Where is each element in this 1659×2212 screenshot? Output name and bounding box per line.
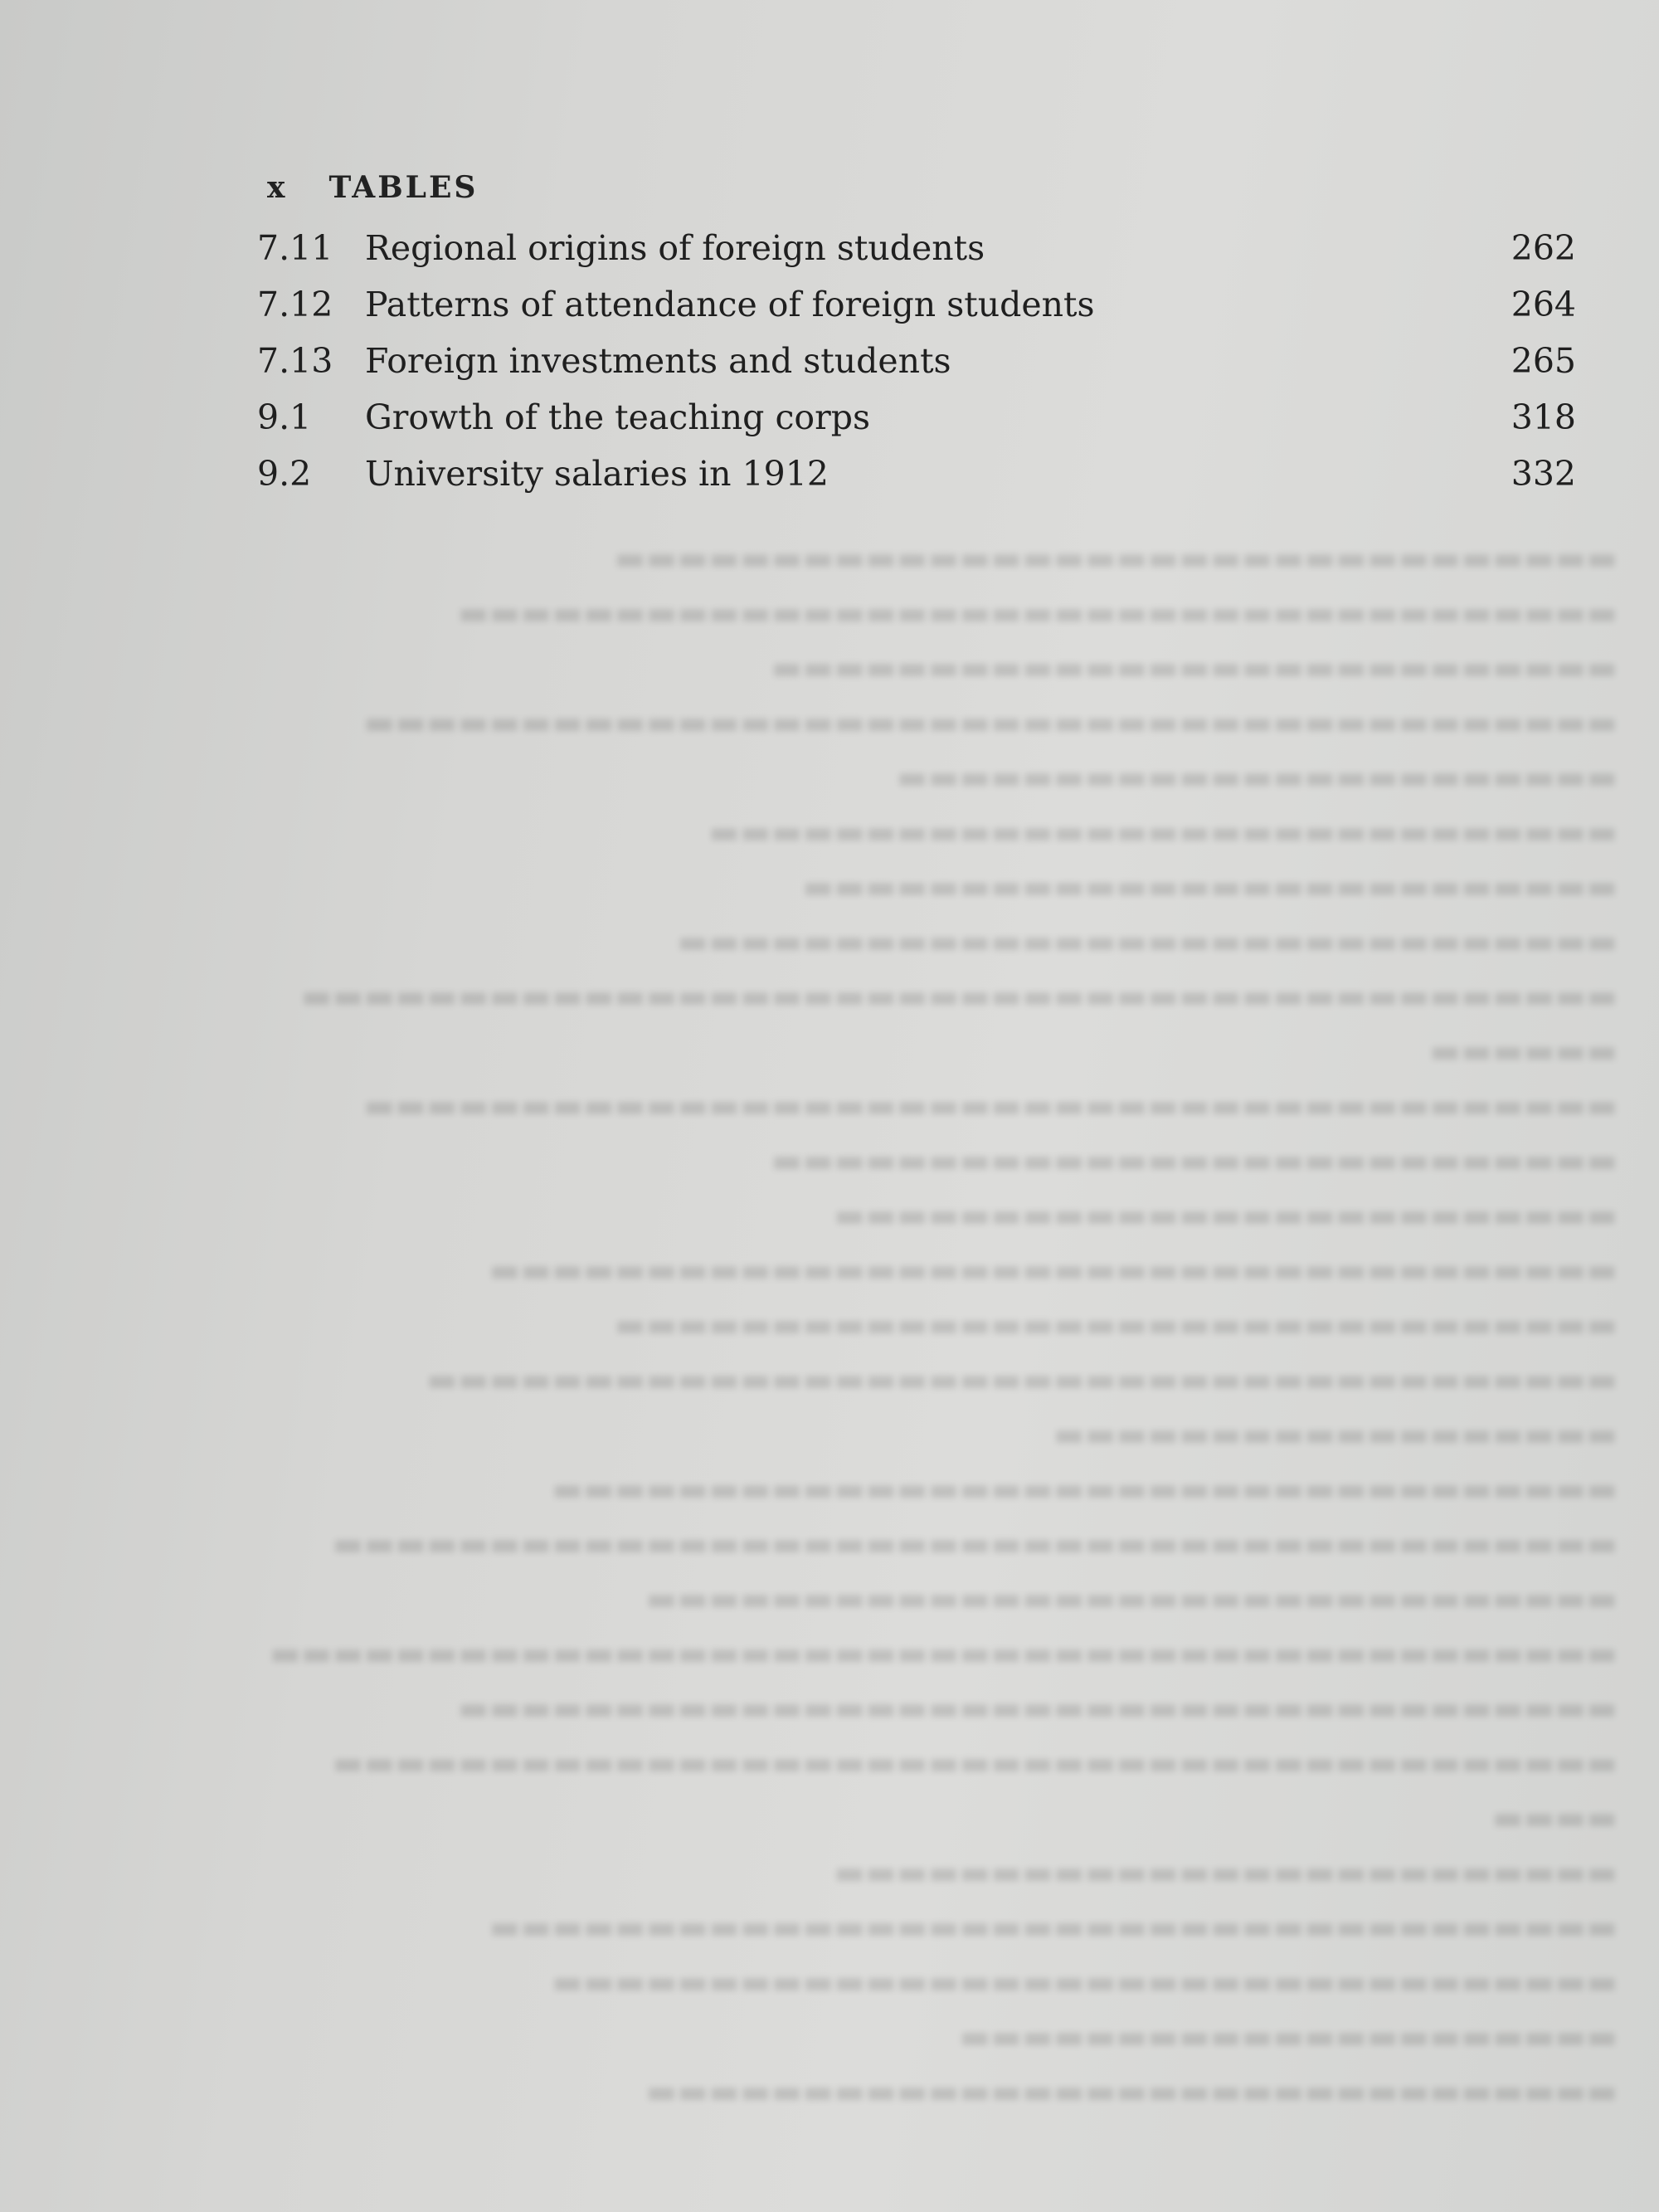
table-entry bbox=[257, 276, 1576, 333]
table-title: Regional origins of foreign students bbox=[365, 228, 985, 268]
table-entry bbox=[257, 389, 1576, 446]
section-heading: TABLES bbox=[328, 170, 479, 205]
table-number: 9.2 bbox=[257, 454, 312, 494]
table-title: Foreign investments and students bbox=[365, 341, 951, 381]
page-number: 318 bbox=[1511, 397, 1576, 437]
table-number: 7.12 bbox=[257, 285, 333, 324]
page-number: 262 bbox=[1511, 228, 1576, 268]
table-title: Patterns of attendance of foreign students bbox=[365, 285, 1095, 324]
page-number: 332 bbox=[1511, 454, 1576, 494]
table-entry bbox=[257, 220, 1576, 276]
table-title: Growth of the teaching corps bbox=[365, 397, 870, 437]
table-list bbox=[257, 220, 1576, 502]
page-number: 264 bbox=[1511, 285, 1576, 324]
running-head bbox=[267, 170, 478, 205]
page-folio: x bbox=[267, 170, 288, 205]
bleed-through-text: ▬▬▬▬▬▬▬▬▬▬▬▬▬▬▬▬▬▬▬▬▬▬▬▬▬▬▬▬▬▬▬▬ ▬▬▬▬▬▬▬▬▬▬▬▬▬▬▬▬▬▬▬▬▬▬▬▬▬▬▬▬▬▬▬▬▬▬▬▬▬ ▬▬▬▬▬▬▬▬▬▬▬▬▬▬▬▬▬▬▬▬▬▬▬▬▬▬▬ ▬▬▬▬▬▬▬▬▬▬▬▬▬▬▬▬▬▬▬▬▬▬▬▬▬▬▬▬▬▬▬▬▬▬▬▬▬▬▬▬ ▬▬▬▬▬▬▬▬▬▬▬▬▬▬▬▬▬▬▬▬▬▬▬ ▬▬▬▬▬▬▬▬▬▬▬▬▬▬▬▬▬▬▬▬▬▬▬▬▬▬▬▬▬ ▬▬▬▬▬▬▬▬▬▬▬▬▬▬▬▬▬▬▬▬▬▬▬▬▬▬ ▬▬▬▬▬▬▬▬▬▬▬▬▬▬▬▬▬▬▬▬▬▬▬▬▬▬▬▬▬▬ ▬▬▬▬▬▬▬▬▬▬▬▬▬▬▬▬▬▬▬▬▬▬▬▬▬▬▬▬▬▬▬▬▬▬▬▬▬▬▬▬▬▬ ▬▬▬▬▬▬ ▬▬▬▬▬▬▬▬▬▬▬▬▬▬▬▬▬▬▬▬▬▬▬▬▬▬▬▬▬▬▬▬▬▬▬▬▬▬▬▬ ▬▬▬▬▬▬▬▬▬▬▬▬▬▬▬▬▬▬▬▬▬▬▬▬▬▬▬ ▬▬▬▬▬▬▬▬▬▬▬▬▬▬▬▬▬▬▬▬▬▬▬▬▬ ▬▬▬▬▬▬▬▬▬▬▬▬▬▬▬▬▬▬▬▬▬▬▬▬▬▬▬▬▬▬▬▬▬▬▬▬ ▬▬▬▬▬▬▬▬▬▬▬▬▬▬▬▬▬▬▬▬▬▬▬▬▬▬▬▬▬▬▬▬ ▬▬▬▬▬▬▬▬▬▬▬▬▬▬▬▬▬▬▬▬▬▬▬▬▬▬▬▬▬▬▬▬▬▬▬▬▬▬ ▬▬▬▬▬▬▬▬▬▬▬▬▬▬▬▬▬▬ ▬▬▬▬▬▬▬▬▬▬▬▬▬▬▬▬▬▬▬▬▬▬▬▬▬▬▬▬▬▬▬▬▬▬ ▬▬▬▬▬▬▬▬▬▬▬▬▬▬▬▬▬▬▬▬▬▬▬▬▬▬▬▬▬▬▬▬▬▬▬▬▬▬▬▬▬ ▬▬▬▬▬▬▬▬▬▬▬▬▬▬▬▬▬▬▬▬▬▬▬▬▬▬▬▬▬▬▬ ▬▬▬▬▬▬▬▬▬▬▬▬▬▬▬▬▬▬▬▬▬▬▬▬▬▬▬▬▬▬▬▬▬▬▬▬▬▬▬▬▬▬▬ ▬▬▬▬▬▬▬▬▬▬▬▬▬▬▬▬▬▬▬▬▬▬▬▬▬▬▬▬▬▬▬▬▬▬▬▬▬ ▬▬▬▬▬▬▬▬▬▬▬▬▬▬▬▬▬▬▬▬▬▬▬▬▬▬▬▬▬▬▬▬▬▬▬▬▬▬▬▬▬ ▬▬▬▬ ▬▬▬▬▬▬▬▬▬▬▬▬▬▬▬▬▬▬▬▬▬▬▬▬▬ ▬▬▬▬▬▬▬▬▬▬▬▬▬▬▬▬▬▬▬▬▬▬▬▬▬▬▬▬▬▬▬▬▬▬▬▬ ▬▬▬▬▬▬▬▬▬▬▬▬▬▬▬▬▬▬▬▬▬▬▬▬▬▬▬▬▬▬▬▬▬▬ ▬▬▬▬▬▬▬▬▬▬▬▬▬▬▬▬▬▬▬▬▬ ▬▬▬▬▬▬▬▬▬▬▬▬▬▬▬▬▬▬▬▬▬▬▬▬▬▬▬▬▬▬▬ bbox=[269, 539, 1618, 2111]
table-number: 7.11 bbox=[257, 228, 333, 268]
table-entry bbox=[257, 333, 1576, 389]
table-entry bbox=[257, 446, 1576, 502]
table-number: 7.13 bbox=[257, 341, 333, 381]
table-number: 9.1 bbox=[257, 397, 312, 437]
table-title: University salaries in 1912 bbox=[365, 454, 829, 494]
page-number: 265 bbox=[1511, 341, 1576, 381]
